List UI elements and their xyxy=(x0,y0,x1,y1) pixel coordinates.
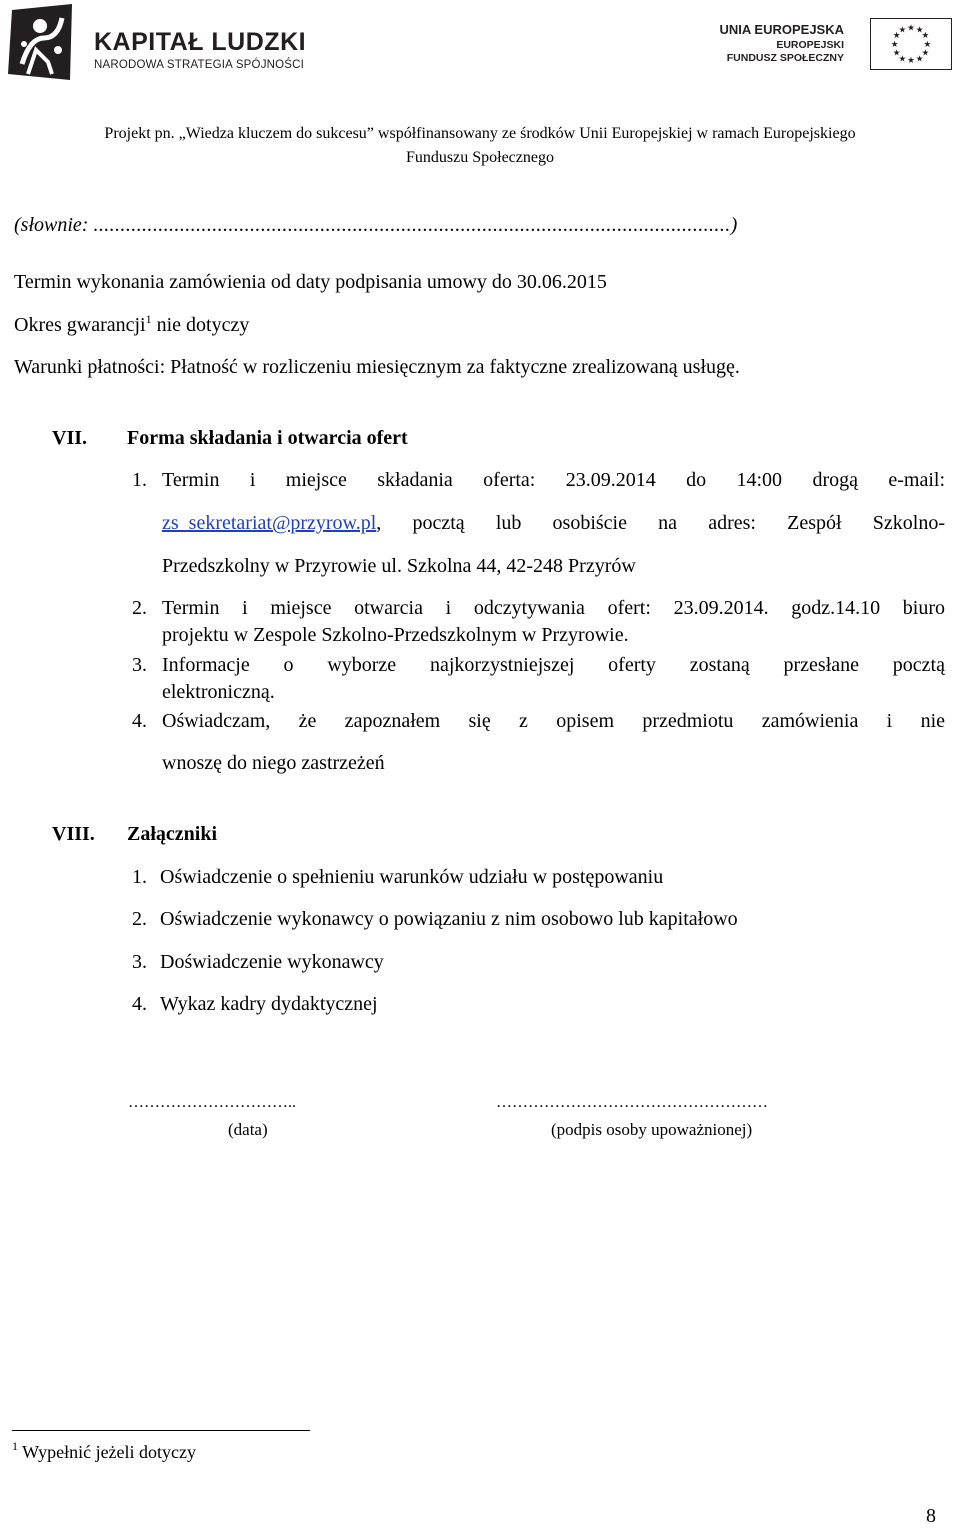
svg-text:★: ★ xyxy=(898,54,907,65)
footnote-number: 1 xyxy=(12,1439,18,1453)
s7-item-3-line-2: elektroniczną. xyxy=(162,681,275,703)
slownie-open: (słownie: xyxy=(14,214,94,236)
svg-text:★: ★ xyxy=(907,56,915,67)
section-7-number: VII. xyxy=(52,427,88,449)
s7-item-1-line-2 xyxy=(162,512,945,535)
svg-text:★: ★ xyxy=(892,48,901,59)
s7-item-4-number: 4. xyxy=(132,710,147,732)
section-7-title: Forma składania i otwarcia ofert xyxy=(127,427,408,449)
signature-label: (podpis osoby upoważnionej) xyxy=(551,1120,753,1139)
s7-item-2-line-2: projektu w Zespole Szkolno-Przedszkolnym w Przyrowie. xyxy=(162,624,629,646)
date-label: (data) xyxy=(228,1120,268,1139)
svg-text:★: ★ xyxy=(907,23,915,34)
slownie-close: ) xyxy=(730,214,738,236)
date-dots: ………………………….. xyxy=(128,1094,296,1111)
attachment-3-text: Doświadczenie wykonawcy xyxy=(160,951,384,973)
attachment-2-number: 2. xyxy=(132,908,147,930)
svg-text:★: ★ xyxy=(915,25,924,36)
footnote-separator xyxy=(12,1430,310,1431)
section-8-title: Załączniki xyxy=(127,823,218,845)
s7-item-1-line-2-rest: , pocztą lub osobiście na adres: Zespół Szkolno- xyxy=(376,512,945,534)
s7-item-4-line-1: Oświadczam, że zapoznałem się z opisem przedmiotu zamówienia i nie xyxy=(162,710,945,732)
slownie-line xyxy=(14,214,737,237)
s7-item-3-line-1: Informacje o wyborze najkorzystniejszej oferty zostaną przesłane pocztą xyxy=(162,654,945,676)
attachment-3-number: 3. xyxy=(132,951,147,973)
signature-dots: …………………………………………… xyxy=(496,1094,768,1111)
s7-item-1-number: 1. xyxy=(132,469,147,491)
termin-wykonania: Termin wykonania zamówienia od daty podpisania umowy do 30.06.2015 xyxy=(14,271,607,293)
svg-text:★: ★ xyxy=(923,39,932,50)
footnote-ref: 1 xyxy=(145,312,152,326)
attachment-2-text: Oświadczenie wykonawcy o powiązaniu z nim osobowo lub kapitałowo xyxy=(160,908,738,930)
svg-text:★: ★ xyxy=(892,31,901,42)
s7-item-1-line-3: Przedszkolny w Przyrowie ul. Szkolna 44, 42-248 Przyrów xyxy=(162,555,636,577)
okres-label: Okres gwarancji xyxy=(14,314,146,336)
footnote-text: Wypełnić jeżeli dotyczy xyxy=(18,1442,197,1462)
attachment-4-text: Wykaz kadry dydaktycznej xyxy=(160,993,378,1015)
attachment-1-number: 1. xyxy=(132,866,147,888)
slownie-dots: ...................................................................................................................... xyxy=(93,214,731,236)
eu-flag-icon xyxy=(870,18,952,70)
s7-item-2-number: 2. xyxy=(132,597,147,619)
s7-item-4-line-2: wnoszę do niego zastrzeżeń xyxy=(162,752,385,774)
okres-gwarancji xyxy=(14,314,249,337)
okres-value: nie dotyczy xyxy=(151,314,250,336)
eu-subtitle-2: FUNDUSZ SPOŁECZNY xyxy=(726,52,844,64)
svg-text:★: ★ xyxy=(921,48,930,59)
s7-item-3-number: 3. xyxy=(132,654,147,676)
section-8-number: VIII. xyxy=(52,823,95,845)
eu-subtitle-1: EUROPEJSKI xyxy=(776,39,844,51)
kapital-ludzki-subtitle: NARODOWA STRATEGIA SPÓJNOŚCI xyxy=(94,59,305,71)
svg-text:★: ★ xyxy=(921,31,930,42)
svg-text:★: ★ xyxy=(890,39,899,50)
eu-title: UNIA EUROPEJSKA xyxy=(719,22,844,37)
warunki-platnosci: Warunki płatności: Płatność w rozliczeniu miesięcznym za faktyczne zrealizowaną usługę. xyxy=(14,356,740,378)
email-link[interactable]: zs_sekretariat@przyrow.pl xyxy=(162,512,377,534)
page-number: 8 xyxy=(926,1505,936,1527)
attachment-4-number: 4. xyxy=(132,993,147,1015)
svg-text:★: ★ xyxy=(915,54,924,65)
kapital-ludzki-logo xyxy=(8,4,307,84)
project-line-2: Funduszu Społecznego xyxy=(406,149,554,166)
attachment-1-text: Oświadczenie o spełnieniu warunków udziału w postępowaniu xyxy=(160,866,664,888)
kapital-ludzki-emblem-icon xyxy=(8,4,84,80)
kapital-ludzki-title: KAPITAŁ LUDZKI xyxy=(94,28,307,56)
project-line-1: Projekt pn. „Wiedza kluczem do sukcesu” współfinansowany ze środków Unii Europejskiej w ramach Europejskiego xyxy=(104,125,856,142)
s7-item-2-line-1: Termin i miejsce otwarcia i odczytywania ofert: 23.09.2014. godz.14.10 biuro xyxy=(162,597,945,619)
svg-text:★: ★ xyxy=(898,25,907,36)
s7-item-1-line-1: Termin i miejsce składania oferta: 23.09.2014 do 14:00 drogą e-mail: xyxy=(162,469,945,491)
footnote xyxy=(12,1439,197,1463)
eu-logo xyxy=(719,18,952,70)
